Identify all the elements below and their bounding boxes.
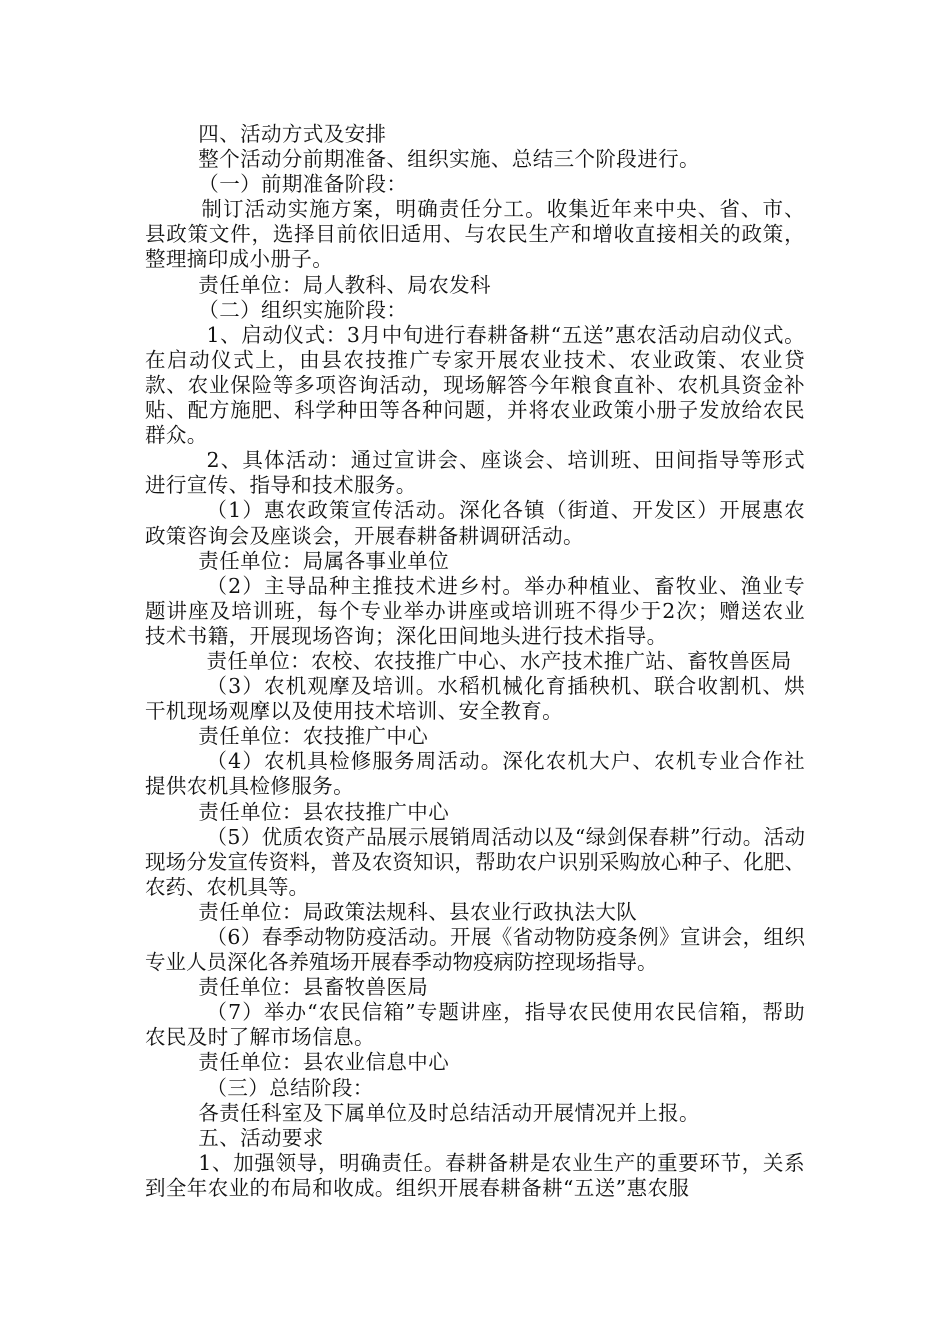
responsible-unit: 责任单位：县畜牧兽医局 [198,975,429,1000]
subsection-heading-3: （三）总结阶段： [206,1075,374,1100]
paragraph: 制订活动实施方案，明确责任分工。收集近年来中央、省、市、县政策文件，选择目前依旧适用、与农民生产和增收直接相关的政策，整理摘印成小册子。 [145,197,805,272]
activity-item-5: （5）优质农资产品展示展销周活动以及“绿剑保春耕”行动。活动现场分发宣传资料，普及农资知识，帮助农户识别采购放心种子、化肥、农药、农机具等。 [145,824,805,899]
section-heading-5: 五、活动要求 [198,1125,324,1150]
responsible-unit: 责任单位：县农技推广中心 [198,799,450,824]
paragraph: 1、启动仪式：3月中旬进行春耕备耕“五送”惠农活动启动仪式。在启动仪式上，由县农技推广专家开展农业技术、农业政策、农业贷款、农业保险等多项咨询活动，现场解答今年粮食直补、农机具资金补贴、配方施肥、科学种田等各种问题，并将农业政策小册子发放给农民群众。 [145,322,805,448]
paragraph: 各责任科室及下属单位及时总结活动开展情况并上报。 [198,1100,700,1125]
responsible-unit: 责任单位：县农业信息中心 [198,1050,450,1075]
document-body [145,122,805,1201]
responsible-unit: 责任单位：局政策法规科、县农业行政执法大队 [198,899,638,924]
activity-item-4: （4）农机具检修服务周活动。深化农机大户、农机专业合作社提供农机具检修服务。 [145,749,805,799]
paragraph: 1、加强领导，明确责任。春耕备耕是农业生产的重要环节，关系到全年农业的布局和收成。组织开展春耕备耕“五送”惠农服 [145,1150,805,1200]
activity-item-1: （1）惠农政策宣传活动。深化各镇（街道、开发区）开展惠农政策咨询会及座谈会，开展春耕备耕调研活动。 [145,498,805,548]
section-heading-4: 四、活动方式及安排 [198,122,387,146]
activity-item-3: （3）农机观摩及培训。水稻机械化育插秧机、联合收割机、烘干机现场观摩以及使用技术培训、安全教育。 [145,674,805,724]
activity-item-7: （7）举办“农民信箱”专题讲座，指导农民使用农民信箱，帮助农民及时了解市场信息。 [145,1000,805,1050]
responsible-unit: 责任单位：局属各事业单位 [198,548,450,573]
paragraph: 2、具体活动：通过宣讲会、座谈会、培训班、田间指导等形式进行宣传、指导和技术服务。 [145,448,805,498]
responsible-unit: 责任单位：局人教科、局农发科 [198,272,491,297]
subsection-heading-2: （二）组织实施阶段： [198,297,408,322]
subsection-heading-1: （一）前期准备阶段： [198,172,408,197]
responsible-unit: 责任单位：农技推广中心 [198,724,429,749]
paragraph: 整个活动分前期准备、组织实施、总结三个阶段进行。 [198,147,700,172]
activity-item-6: （6）春季动物防疫活动。开展《省动物防疫条例》宣讲会，组织专业人员深化各养殖场开展春季动物疫病防控现场指导。 [145,925,805,975]
responsible-unit: 责任单位：农校、农技推广中心、水产技术推广站、畜牧兽医局 [206,648,792,673]
activity-item-2: （2）主导品种主推技术进乡村。举办种植业、畜牧业、渔业专题讲座及培训班，每个专业举办讲座或培训班不得少于2次；赠送农业技术书籍，开展现场咨询；深化田间地头进行技术指导。 [145,573,805,648]
